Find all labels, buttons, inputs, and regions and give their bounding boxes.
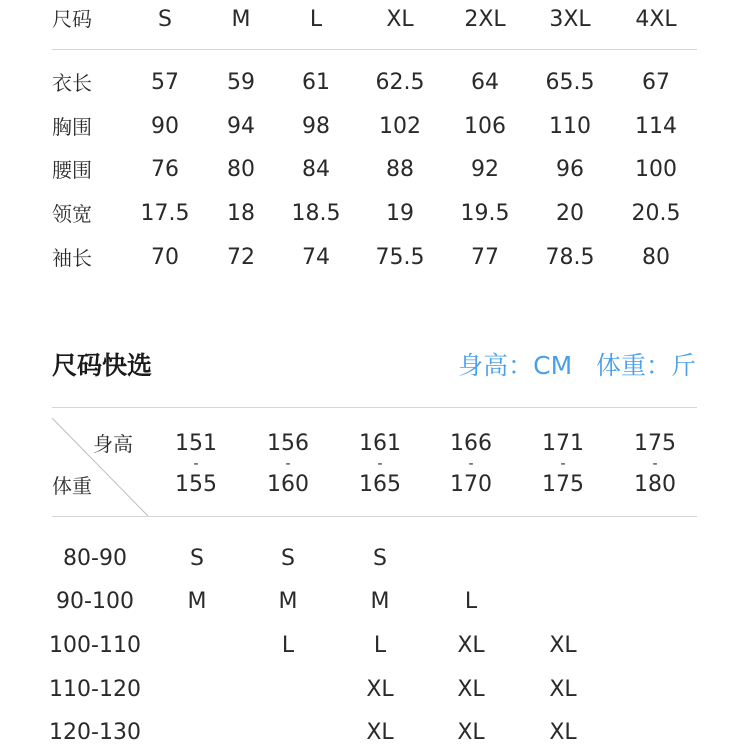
height-to: 155 — [175, 472, 217, 497]
range-dash: - — [468, 456, 474, 472]
size-header-label: 尺码 — [52, 7, 92, 31]
size-header-cell: XL — [386, 7, 414, 32]
recommended-size: S — [373, 546, 387, 571]
size-cell: 94 — [227, 114, 255, 139]
size-cell: 106 — [464, 114, 506, 139]
size-cell: 96 — [556, 157, 584, 182]
size-cell: 98 — [302, 114, 330, 139]
size-cell: 62.5 — [375, 70, 425, 95]
size-cell: 90 — [151, 114, 179, 139]
recommended-size: L — [281, 633, 295, 658]
height-range — [523, 433, 603, 496]
size-header-cell: S — [158, 7, 172, 32]
size-header-cell: M — [231, 7, 251, 32]
size-header-cell: 4XL — [635, 7, 677, 32]
corner-top-label: 身高 — [93, 432, 133, 456]
size-cell: 19 — [386, 201, 414, 226]
size-cell: 75.5 — [375, 245, 425, 270]
range-dash: - — [193, 456, 199, 472]
height-from: 166 — [450, 431, 492, 456]
size-cell: 64 — [471, 70, 499, 95]
height-from: 175 — [634, 431, 676, 456]
height-range — [248, 433, 328, 496]
recommended-size: S — [281, 546, 295, 571]
recommended-size: XL — [366, 677, 394, 702]
size-header-cell: 3XL — [549, 7, 591, 32]
range-dash: - — [560, 456, 566, 472]
divider — [52, 516, 697, 517]
recommended-size: XL — [549, 677, 577, 702]
height-range — [615, 433, 695, 496]
size-cell: 76 — [151, 157, 179, 182]
size-cell: 20.5 — [631, 201, 681, 226]
recommended-size: M — [278, 589, 298, 614]
size-cell: 19.5 — [460, 201, 510, 226]
range-dash: - — [285, 456, 291, 472]
size-cell: 92 — [471, 157, 499, 182]
recommended-size: XL — [457, 633, 485, 658]
height-from: 171 — [542, 431, 584, 456]
size-cell: 20 — [556, 201, 584, 226]
size-cell: 80 — [227, 157, 255, 182]
height-range — [340, 433, 420, 496]
height-from: 156 — [267, 431, 309, 456]
weight-label: 80-90 — [63, 546, 127, 571]
size-cell: 100 — [635, 157, 677, 182]
weight-label: 100-110 — [49, 633, 141, 658]
recommended-size: XL — [549, 720, 577, 745]
height-range — [156, 433, 236, 496]
size-cell: 72 — [227, 245, 255, 270]
size-header-cell: 2XL — [464, 7, 506, 32]
height-range — [431, 433, 511, 496]
size-cell: 61 — [302, 70, 330, 95]
range-dash: - — [377, 456, 383, 472]
size-cell: 57 — [151, 70, 179, 95]
size-cell: 18 — [227, 201, 255, 226]
recommended-size: M — [370, 589, 390, 614]
size-row-label: 袖长 — [52, 246, 92, 270]
recommended-size: S — [190, 546, 204, 571]
unit-note: 身高：CM 体重：斤 — [458, 351, 696, 380]
recommended-size: L — [464, 589, 478, 614]
divider — [52, 49, 697, 50]
recommended-size: XL — [549, 633, 577, 658]
weight-label: 110-120 — [49, 677, 141, 702]
size-cell: 78.5 — [545, 245, 595, 270]
divider — [52, 407, 697, 408]
size-cell: 59 — [227, 70, 255, 95]
weight-label: 90-100 — [56, 589, 134, 614]
weight-label: 120-130 — [49, 720, 141, 745]
size-cell: 77 — [471, 245, 499, 270]
height-from: 151 — [175, 431, 217, 456]
size-cell: 18.5 — [291, 201, 341, 226]
height-to: 170 — [450, 472, 492, 497]
corner-bottom-label: 体重 — [52, 474, 92, 498]
size-header-cell: L — [309, 7, 323, 32]
height-to: 175 — [542, 472, 584, 497]
recommended-size: XL — [457, 720, 485, 745]
size-row-label: 胸围 — [52, 115, 92, 139]
range-dash: - — [652, 456, 658, 472]
size-cell: 17.5 — [140, 201, 190, 226]
size-cell: 65.5 — [545, 70, 595, 95]
size-cell: 70 — [151, 245, 179, 270]
height-to: 165 — [359, 472, 401, 497]
size-cell: 84 — [302, 157, 330, 182]
section-title: 尺码快选 — [52, 351, 153, 380]
size-cell: 102 — [379, 114, 421, 139]
recommended-size: L — [373, 633, 387, 658]
recommended-size: XL — [366, 720, 394, 745]
recommended-size: M — [187, 589, 207, 614]
height-to: 180 — [634, 472, 676, 497]
height-from: 161 — [359, 431, 401, 456]
size-row-label: 领宽 — [52, 202, 92, 226]
recommended-size: XL — [457, 677, 485, 702]
size-cell: 80 — [642, 245, 670, 270]
size-cell: 114 — [635, 114, 677, 139]
size-cell: 110 — [549, 114, 591, 139]
size-cell: 67 — [642, 70, 670, 95]
height-to: 160 — [267, 472, 309, 497]
size-row-label: 腰围 — [52, 158, 92, 182]
size-row-label: 衣长 — [52, 71, 92, 95]
size-cell: 88 — [386, 157, 414, 182]
size-cell: 74 — [302, 245, 330, 270]
